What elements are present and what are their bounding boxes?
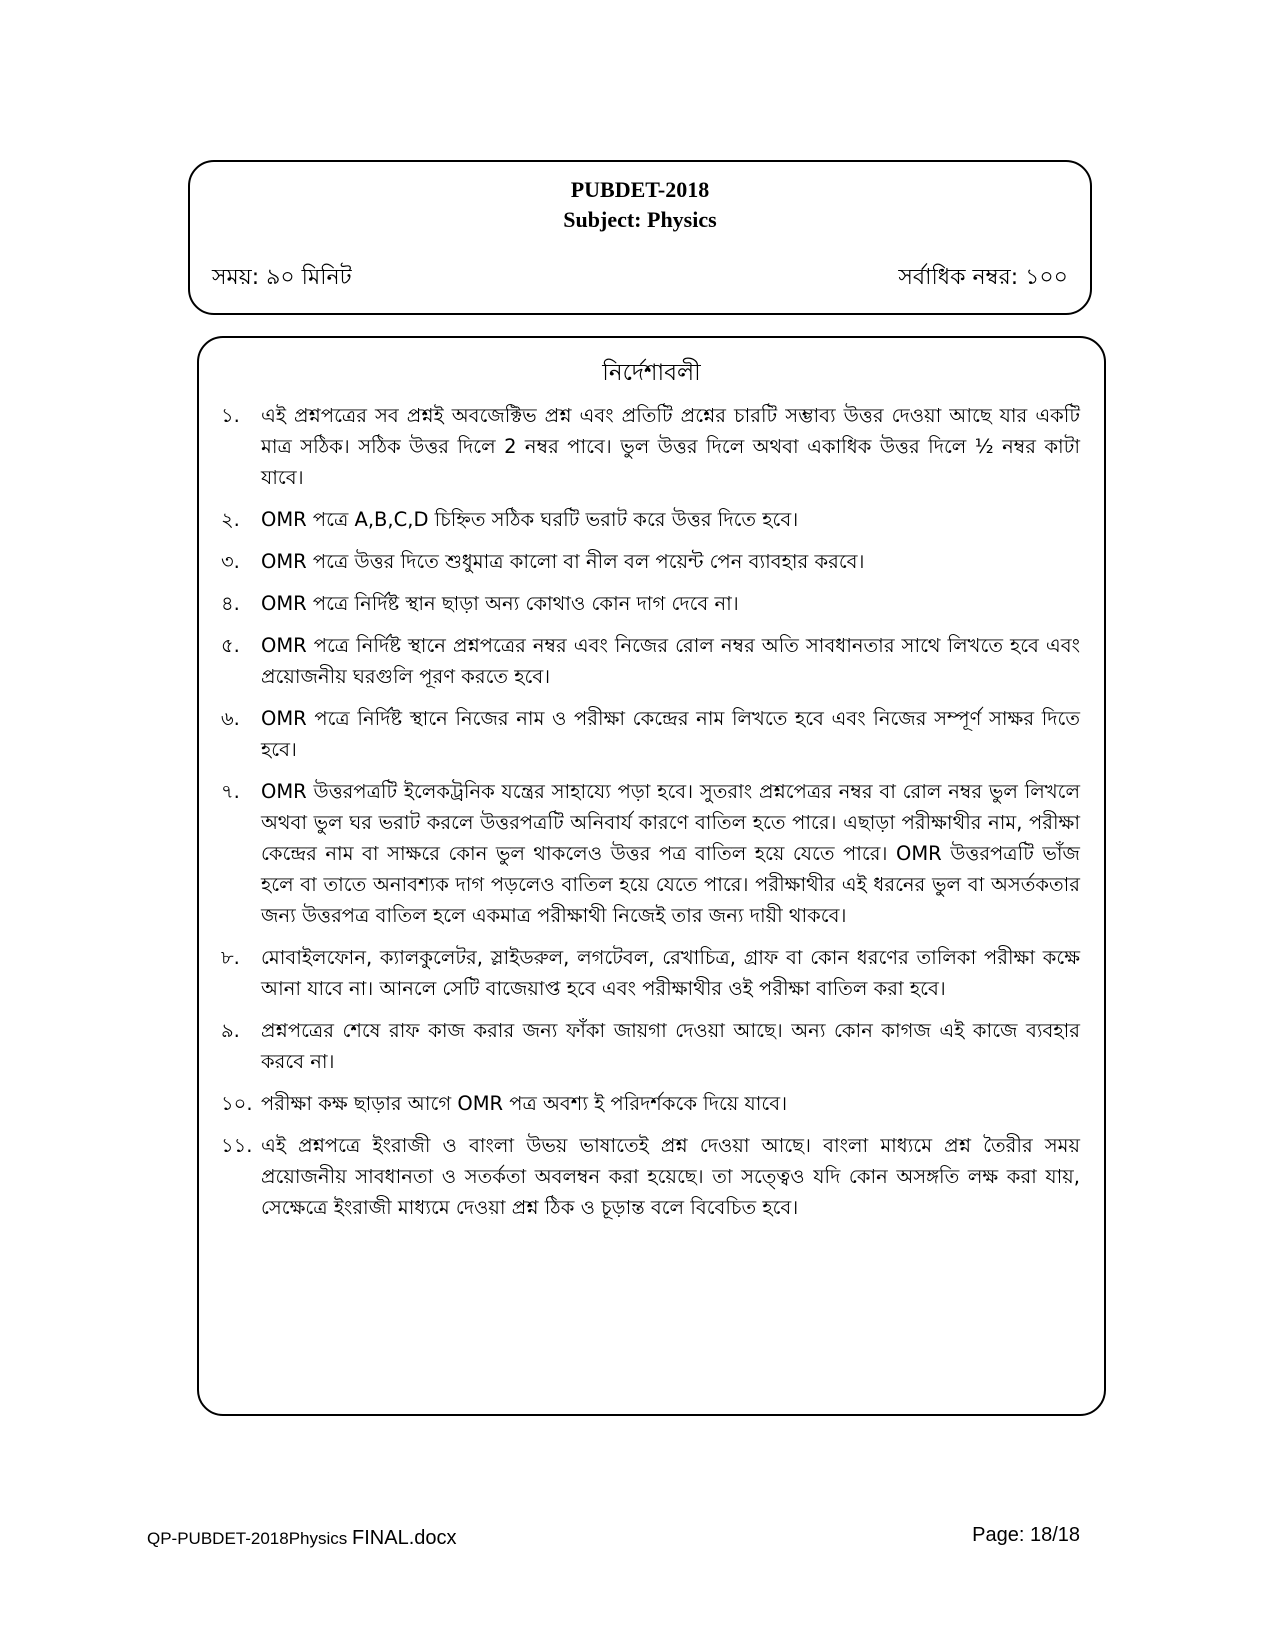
instruction-text: এই প্রশ্নপত্রে ইংরাজী ও বাংলা উভয় ভাষাতেই প্রশ্ন দেওয়া আছে। বাংলা মাধ্যমে প্রশ্ন তৈরীর সময় প্রয়োজনীয় সাবধানতা ও সতর্কতা অবলম্বন করা হয়েছে। তা সত্ত্বেও যদি কোন অসঙ্গতি লক্ষ করা যায়, সেক্ষেত্রে ইংরাজী মাধ্যমে দেওয়া প্রশ্ন ঠিক ও চূড়ান্ত বলে বিবেচিত হবে।	[261, 1134, 1080, 1219]
instruction-text: OMR পত্রে উত্তর দিতে শুধুমাত্র কালো বা নীল বল পয়েন্ট পেন ব্যাবহার করবে।	[261, 550, 865, 573]
instruction-item	[221, 942, 1080, 1004]
instruction-number: ৯.	[221, 1019, 240, 1042]
instruction-text: প্রশ্নপত্রের শেষে রাফ কাজ করার জন্য ফাঁকা জায়গা দেওয়া আছে। অন্য কোন কাগজ এই কাজে ব্যবহার করবে না।	[261, 1019, 1080, 1073]
instruction-item	[221, 1088, 1080, 1119]
instruction-item	[221, 776, 1080, 931]
instructions-list	[221, 400, 1080, 1234]
instruction-number: ৩.	[221, 550, 240, 573]
exam-title: PUBDET-2018	[570, 177, 710, 202]
instruction-item	[221, 504, 1080, 535]
instruction-number: ১০.	[221, 1092, 253, 1115]
instructions-box	[197, 336, 1106, 1416]
instruction-number: ১১.	[221, 1134, 253, 1157]
instruction-text: এই প্রশ্নপত্রের সব প্রশ্নই অবজেক্টিভ প্রশ্ন এবং প্রতিটি প্রশ্নের চারটি সম্ভাব্য উত্তর দেওয়া আছে যার একটি মাত্র সঠিক। সঠিক উত্তর দিলে 2 নম্বর পাবে। ভুল উত্তর দিলে অথবা একাধিক উত্তর দিলে ½ নম্বর কাটা যাবে।	[261, 404, 1080, 489]
instructions-heading: নির্দেশাবলী	[602, 360, 701, 386]
instruction-number: ৮.	[221, 946, 240, 969]
instruction-text: OMR পত্রে নির্দিষ্ট স্থান ছাড়া অন্য কোথাও কোন দাগ দেবে না।	[261, 592, 739, 615]
instruction-number: ৬.	[221, 707, 240, 730]
footer-file-name-suffix: FINAL.docx	[352, 1527, 457, 1549]
full-marks-label: সর্বাধিক নম্বর: ১০০	[898, 265, 1068, 290]
footer-file-name-prefix: QP-PUBDET-2018Physics	[147, 1529, 353, 1548]
instruction-item	[221, 1015, 1080, 1077]
instruction-item	[221, 546, 1080, 577]
instruction-item	[221, 400, 1080, 493]
instruction-number: ৫.	[221, 634, 240, 657]
instruction-text: মোবাইলফোন, ক্যালকুলেটর, স্লাইডরুল, লগটেবল, রেখাচিত্র, গ্রাফ বা কোন ধরণের তালিকা পরীক্ষা কক্ষে আনা যাবে না। আনলে সেটি বাজেয়াপ্ত হবে এবং পরীক্ষাথীর ওই পরীক্ষা বাতিল করা হবে।	[261, 946, 1080, 1000]
instruction-item	[221, 1130, 1080, 1223]
instruction-item	[221, 588, 1080, 619]
exam-header-box	[188, 160, 1092, 315]
instruction-number: ৪.	[221, 592, 240, 615]
instruction-text: OMR উত্তরপত্রটি ইলেকট্রনিক যন্ত্রের সাহায্যে পড়া হবে। সুতরাং প্রশ্নপেত্রর নম্বর বা রোল নম্বর ভুল লিখলে অথবা ভুল ঘর ভরাট করলে উত্তরপত্রটি অনিবার্য কারণে বাতিল হতে পারে। এছাড়া পরীক্ষাথীর নাম, পরীক্ষা কেন্দ্রের নাম বা সাক্ষরে কোন ভুল থাকলেও উত্তর পত্র বাতিল হয়ে যেতে পারে। OMR উত্তরপত্রটি ভাঁজ হলে বা তাতে অনাবশ্যক দাগ পড়লেও বাতিল হয়ে যেতে পারে। পরীক্ষাথীর এই ধরনের ভুল বা অসর্তকতার জন্য উত্তরপত্র বাতিল হলে একমাত্র পরীক্ষাথী নিজেই তার জন্য দায়ী থাকবে।	[261, 780, 1080, 927]
footer-file-name	[147, 1527, 457, 1550]
instruction-number: ২.	[221, 508, 240, 531]
instruction-text: পরীক্ষা কক্ষ ছাড়ার আগে OMR পত্র অবশ্য ই পরিদর্শককে দিয়ে যাবে।	[261, 1092, 788, 1115]
subject-line: Subject: Physics	[563, 207, 717, 232]
instruction-text: OMR পত্রে নির্দিষ্ট স্থানে প্রশ্নপত্রের নম্বর এবং নিজের রোল নম্বর অতি সাবধানতার সাথে লিখতে হবে এবং প্রয়োজনীয় ঘরগুলি পূরণ করতে হবে।	[261, 634, 1080, 688]
instruction-item	[221, 703, 1080, 765]
instruction-text: OMR পত্রে A,B,C,D চিহ্নিত সঠিক ঘরটি ভরাট করে উত্তর দিতে হবে।	[261, 508, 799, 531]
instruction-number: ১.	[221, 404, 240, 427]
instruction-item	[221, 630, 1080, 692]
instruction-text: OMR পত্রে নির্দিষ্ট স্থানে নিজের নাম ও পরীক্ষা কেন্দ্রের নাম লিখতে হবে এবং নিজের সম্পূর্ণ সাক্ষর দিতে হবে।	[261, 707, 1080, 761]
time-label: সময়: ৯০ মিনিট	[212, 265, 352, 290]
footer-page-number: Page: 18/18	[972, 1524, 1080, 1546]
instruction-number: ৭.	[221, 780, 240, 803]
